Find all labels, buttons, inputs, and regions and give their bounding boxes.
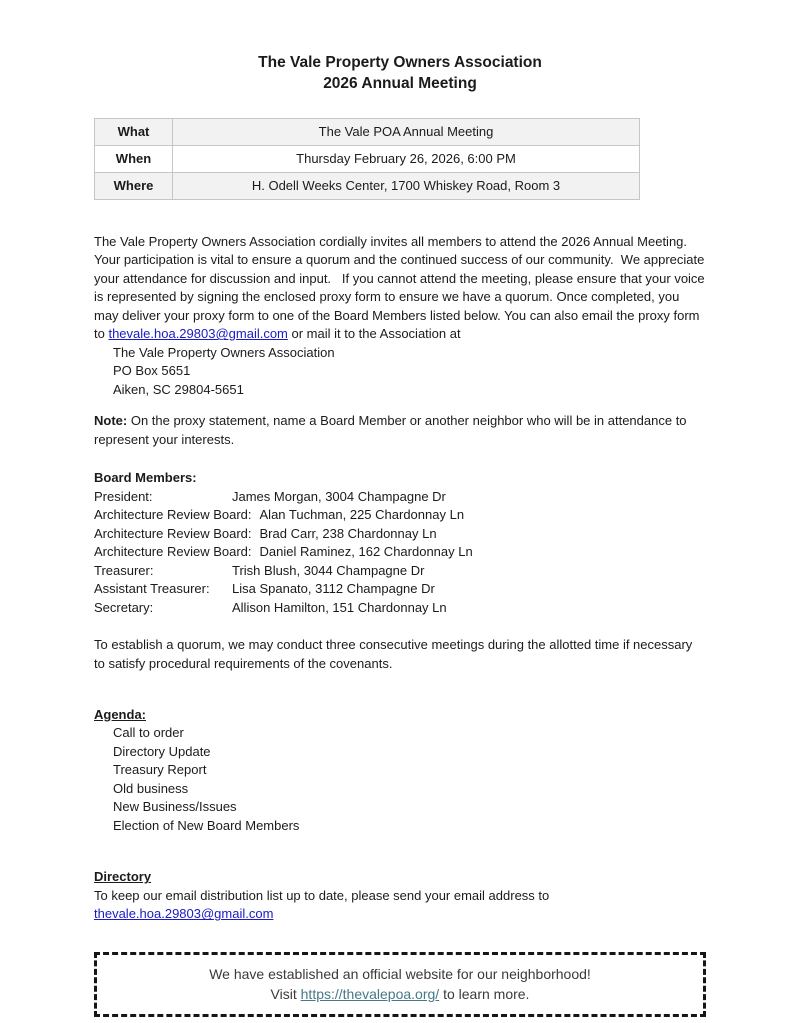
- board-person: Alan Tuchman, 225 Chardonnay Ln: [259, 507, 465, 523]
- board-member-row: [94, 525, 706, 544]
- note-text: On the proxy statement, name a Board Member or another neighbor who will be in attendance to represent your interests.: [94, 413, 691, 447]
- board-role: Architecture Review Board:: [94, 525, 252, 541]
- agenda-item: Call to order: [113, 725, 184, 741]
- directory-heading: Directory: [94, 869, 152, 885]
- title-line-2: 2026 Annual Meeting: [323, 75, 477, 92]
- directory-section: [94, 868, 706, 923]
- board-role: Architecture Review Board:: [94, 507, 252, 523]
- note-label: Note:: [94, 413, 128, 429]
- directory-link-line: [94, 905, 706, 923]
- board-member-row: [94, 488, 706, 507]
- website-announcement-box: [94, 952, 706, 1017]
- mailing-address: [113, 344, 706, 400]
- address-line-3: Aiken, SC 29804-5651: [113, 381, 244, 397]
- quorum-paragraph: To establish a quorum, we may conduct three consecutive meetings during the allotted time if necessary to satisfy procedural requirements of the covenants.: [94, 637, 693, 671]
- board-member-row: [94, 543, 706, 562]
- board-role: Architecture Review Board:: [94, 544, 252, 560]
- agenda-item: Treasury Report: [113, 762, 207, 778]
- what-value: The Vale POA Annual Meeting: [173, 119, 640, 146]
- board-members-heading: Board Members:: [94, 470, 197, 486]
- agenda-section: [94, 706, 706, 835]
- board-member-row: [94, 599, 706, 618]
- board-person: Lisa Spanato, 3112 Champagne Dr: [232, 581, 435, 597]
- board-role: President:: [94, 488, 153, 504]
- board-role: Treasurer:: [94, 562, 154, 578]
- board-person: Allison Hamilton, 151 Chardonnay Ln: [232, 599, 447, 615]
- board-person: Daniel Raminez, 162 Chardonnay Ln: [259, 544, 473, 560]
- table-row-when: [95, 146, 640, 173]
- board-members-section: [94, 469, 706, 617]
- proxy-email-link[interactable]: thevale.hoa.29803@gmail.com: [108, 326, 288, 342]
- intro-text-after: or mail it to the Association at: [287, 326, 461, 342]
- board-person: James Morgan, 3004 Champagne Dr: [232, 488, 446, 504]
- document-title: [94, 52, 706, 94]
- agenda-item: New Business/Issues: [113, 799, 237, 815]
- title-line-1: The Vale Property Owners Association: [258, 54, 542, 71]
- website-text-after: to learn more.: [439, 985, 530, 1002]
- table-row-where: [95, 173, 640, 200]
- intro-paragraph: [94, 233, 709, 344]
- board-role: Assistant Treasurer:: [94, 581, 210, 597]
- board-member-row: [94, 580, 706, 599]
- website-box-line-1: We have established an official website for our neighborhood!: [209, 965, 591, 982]
- board-role: Secretary:: [94, 599, 154, 615]
- where-value: H. Odell Weeks Center, 1700 Whiskey Road, Room 3: [173, 173, 640, 200]
- board-person: Brad Carr, 238 Chardonnay Ln: [259, 525, 437, 541]
- note-paragraph: [94, 412, 706, 449]
- meeting-info-table: [94, 118, 640, 200]
- when-label: When: [95, 146, 173, 173]
- website-link[interactable]: https://thevalepoa.org/: [300, 985, 440, 1002]
- directory-text: To keep our email distribution list up to date, please send your email address to: [94, 887, 550, 903]
- agenda-item: Election of New Board Members: [113, 817, 300, 833]
- agenda-heading: Agenda:: [94, 706, 146, 722]
- what-label: What: [95, 119, 173, 146]
- address-line-1: The Vale Property Owners Association: [113, 344, 335, 360]
- agenda-item: Directory Update: [113, 743, 211, 759]
- agenda-item: Old business: [113, 780, 189, 796]
- website-text-before: Visit: [270, 985, 301, 1002]
- intro-text-before: The Vale Property Owners Association cordially invites all members to attend the 2026 Annual Meeting. Your participation is vital to ensure a quorum and the continued success of our community. We appreciate your attendance for discussion and input. If you cannot attend the meeting, please ensure that your voice is represented by signing the enclosed proxy form to ensure we have a quorum. Once completed, you may deliver your proxy form to one of the Board Members listed below. You can also email the proxy form to: [94, 234, 709, 342]
- board-person: Trish Blush, 3044 Champagne Dr: [232, 562, 425, 578]
- board-member-row: [94, 562, 706, 581]
- where-label: Where: [95, 173, 173, 200]
- address-line-2: PO Box 5651: [113, 363, 191, 379]
- table-row-what: [95, 119, 640, 146]
- directory-email-link[interactable]: thevale.hoa.29803@gmail.com: [94, 906, 274, 922]
- when-value: Thursday February 26, 2026, 6:00 PM: [173, 146, 640, 173]
- website-box-line-2: [107, 984, 693, 1004]
- board-member-row: [94, 506, 706, 525]
